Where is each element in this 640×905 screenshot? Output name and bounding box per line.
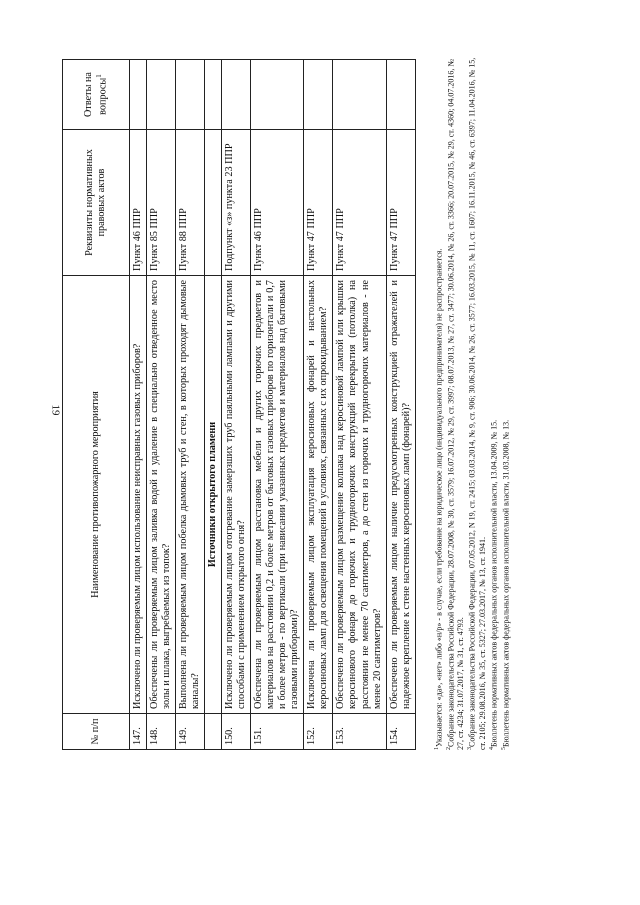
row-measure: Исключено ли проверяемым лицом использование неисправных газовых приборов? xyxy=(130,276,147,714)
footnote-mark: 3 xyxy=(467,747,474,750)
row-measure: Выполнена ли проверяемым лицом побелка дымовых труб и стен, в которых проходят дымовые каналы? xyxy=(176,276,205,714)
row-answer-cell[interactable] xyxy=(386,60,415,130)
checklist-table xyxy=(62,59,416,750)
footnote-mark: 1 xyxy=(94,74,103,78)
row-measure: Обеспечено ли проверяемым лицом наличие предусмотренных конструкцией отражателей и надежное крепление к стене настенных керосиновых ламп (фонарей)? xyxy=(386,276,415,714)
section-spacer xyxy=(205,714,222,750)
header-answers-label: Ответы на вопросы xyxy=(82,72,109,117)
footnote xyxy=(434,50,445,750)
footnote-text: Собрание законодательства Российской Федерации, 07.05.2012, N 19, ст. 2415; 03.03.2014, № 9, ст. 906; 30.06.2014, № 26, ст. 3577; 16.03.2015, № 11, ст. 1607; 16.11.2015, № 46, ст. 6397; 11.04.2016, № 15, ст. 2105; 29.08.2016, № 35, ст. 5327; 27.03.2017, № 13, ст. 1941. xyxy=(467,57,487,750)
table-row xyxy=(222,60,251,750)
row-number: 154. xyxy=(386,714,415,750)
table-row xyxy=(304,60,333,750)
footnote-text: Бюллетень нормативных актов федеральных органов исполнительной власти, 31.03.2008, № 13. xyxy=(501,419,511,747)
header-answers xyxy=(63,60,130,130)
row-answer-cell[interactable] xyxy=(147,60,176,130)
header-num: № п/п xyxy=(63,714,130,750)
row-reference: Пункт 85 ППР xyxy=(147,130,176,276)
row-measure: Исключено ли проверяемым лицом отогревание замерзших труб паяльными лампами и другими способами с применением открытого огня? xyxy=(222,276,251,714)
table-row xyxy=(333,60,386,750)
footnote-text: Бюллетень нормативных актов федеральных органов исполнительной власти, 13.04.2009, № 15. xyxy=(489,419,499,747)
row-measure: Обеспечено ли проверяемым лицом размещение колпака над керосиновой лампой или крышки керосинового фонаря до горючих и трудногорючих конструкций перекрытия (потолка) на расстоянии не менее 70 сантиметров, а до стен из горючих и трудногорючих материалов - не менее 20 сантиметров? xyxy=(333,276,386,714)
row-answer-cell[interactable] xyxy=(130,60,147,130)
footnote-text: Указывается: «да», «нет» либо «н/р» - в случае, если требование на юридическое лицо (индивидуального предпринимателя) не распространяется. xyxy=(434,248,444,747)
row-reference: Пункт 47 ППР xyxy=(304,130,333,276)
row-measure: Обеспечена ли проверяемым лицом расстановка мебели и других горючих предметов и материалов на расстоянии 0,2 и более метров от бытовых газовых приборов по горизонтали и 0,7 и более метров - по вертикали (при нависании указанных предметов и материалов над бытовыми газовыми приборами)? xyxy=(251,276,304,714)
table-row xyxy=(386,60,415,750)
row-reference: Подпункт «з» пункта 23 ППР xyxy=(222,130,251,276)
row-number: 147. xyxy=(130,714,147,750)
table-row xyxy=(130,60,147,750)
footnotes xyxy=(434,50,512,750)
row-number: 149. xyxy=(176,714,205,750)
row-number: 152. xyxy=(304,714,333,750)
footnote xyxy=(467,50,488,750)
row-reference: Пункт 46 ППР xyxy=(130,130,147,276)
footnote-mark: 5 xyxy=(500,747,507,750)
row-measure: Обеспечены ли проверяемым лицом заливка водой и удаление в специально отведенное место золы и шлака, выгребаемых из топок? xyxy=(147,276,176,714)
row-reference: Пункт 88 ППР xyxy=(176,130,205,276)
section-header-row xyxy=(205,60,222,750)
row-reference: Пункт 46 ППР xyxy=(251,130,304,276)
page-number: 19 xyxy=(49,404,62,416)
row-measure: Исключена ли проверяемым лицом эксплуатация керосиновых фонарей и настольных керосиновых ламп для освещения помещений в условиях, связанных с их опрокидыванием? xyxy=(304,276,333,714)
row-answer-cell[interactable] xyxy=(176,60,205,130)
section-spacer xyxy=(205,130,222,276)
header-legal-reference: Реквизиты нормативных правовых актов xyxy=(63,130,130,276)
table-row xyxy=(251,60,304,750)
row-answer-cell[interactable] xyxy=(222,60,251,130)
table-row xyxy=(147,60,176,750)
section-title: Источники открытого пламени xyxy=(205,276,222,714)
header-measure-name: Наименование противопожарного мероприятия xyxy=(63,276,130,714)
table-header-row xyxy=(63,60,130,750)
row-answer-cell[interactable] xyxy=(304,60,333,130)
table-row xyxy=(176,60,205,750)
row-number: 148. xyxy=(147,714,176,750)
section-spacer xyxy=(205,60,222,130)
footnote-mark: 4 xyxy=(488,747,495,750)
footnote-text: Собрание законодательства Российской Федерации, 28.07.2008, № 30, ст. 3579; 16.07.2012, № 29, ст. 3997; 08.07.2013, № 27, ст. 3477; 30.06.2014, № 26, ст. 3366; 20.07.2015, № 29, ст. 4360; 04.07.2016, № 27, ст. 4234; 31.07.2017, № 31, ст. 4793. xyxy=(446,58,466,750)
footnote-mark: 2 xyxy=(445,747,452,750)
footnote xyxy=(501,50,512,750)
footnote xyxy=(489,50,500,750)
row-number: 153. xyxy=(333,714,386,750)
row-answer-cell[interactable] xyxy=(251,60,304,130)
row-number: 151. xyxy=(251,714,304,750)
row-number: 150. xyxy=(222,714,251,750)
row-reference: Пункт 47 ППР xyxy=(333,130,386,276)
row-reference: Пункт 47 ППР xyxy=(386,130,415,276)
footnote-mark: 1 xyxy=(434,747,440,750)
footnote xyxy=(446,50,467,750)
row-answer-cell[interactable] xyxy=(333,60,386,130)
